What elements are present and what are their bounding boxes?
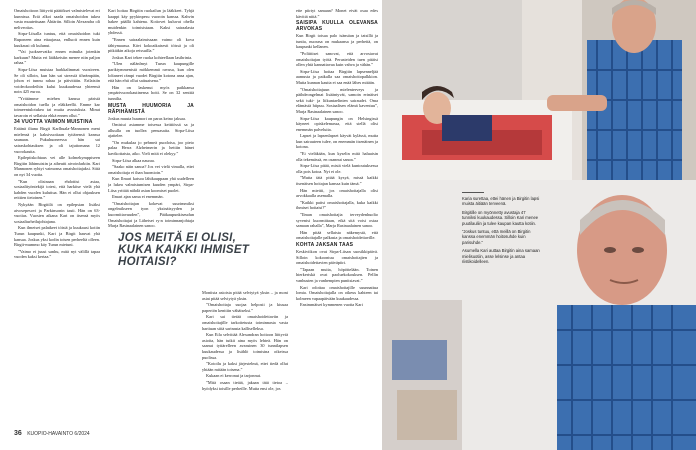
paragraph: Kari hoitaa Birgitin ruokailun ja lääkkeet. Tyhjä kaappi käy pyykinpesu vuoroin kanssa. Kahvin hakee päällä kahtena. Kotiovet kuluvat ohella muidenkin toimisistaan. Kaksi sairaalasta yhdessä.: [108, 8, 194, 36]
paragraph: Sirpa-Liisalla tuntuu, että omaishoidon tuki Ruponeen aina ettaajassa, enlluoit ennen kuin kuukausi oli kulunut.: [14, 31, 100, 48]
paragraph: Kukaan ei kerronut ja tarjonnut.: [206, 373, 262, 379]
paragraph: ”Ennen sairaalaimissaan vaimo oli kova tähtymaassa. Kävi kokoaikaisesti töissä ja oli pitkiäkin aikoja reissuilla.”: [108, 36, 194, 54]
page-number: 36: [14, 430, 22, 437]
paragraph: ”Omaishoitajuun mielenterveys ja päihdeongelmat lisääntyvät, samoin erinäiset sekä tuki- ja liikuntaelinten sairaudet. Oma elämästä hiipuu. Sosiaalisen elämä kaventuu”, Marja Rasinaalainen sanoo.: [296, 86, 378, 114]
paragraph: ”Vaimo ei juust sanhu, mitä nyt välillä tapaa vuoden kaksi kertaa.”: [14, 248, 100, 260]
paragraph: Hän miettii, jos omaishoitajalla olisi arvokkaalla asemalla.: [296, 187, 378, 199]
paragraph: Nykyään Birgitilä on epilepsian lisäksi aivosepesovi ja Parkinsonin tauti. Hän on 63-vuotias. Vuosien aikana Kari on itsensä myös sosiaaliurheilujohtajana.: [14, 202, 100, 224]
paragraph: Lapset ja lapsenlapset käyvät kylässä, mutta kun sairauteen tulee, on enemmän itsenäinen ja kotona.: [296, 133, 378, 150]
photo-caption: [462, 196, 540, 267]
subheading: SAISIPA KUULLA OLEVANSA ARVOKAS: [296, 20, 378, 33]
article-column-1: [14, 8, 100, 428]
subheading: MUSTA HUUMORIA JA RÄPIHÄMISTÄ: [108, 102, 194, 115]
article-column-4: [296, 8, 378, 428]
paragraph: Kun Eila selvittää Alexandran hoitoon liittyviä asioita, hän tutkii aina myös lehteä. Hän on saanut tyttärelleen avaruinen 30 tunnilapsen kuukaudessa ja lisählö toimisina oikeissa puolissa.: [202, 332, 288, 360]
paragraph: Ensimmäiset kymmenen vuotta Kari: [300, 302, 363, 308]
paragraph: Sirpa-Liisa hoitaa Birgitin lapsenneljää aamusta ja paikalla saa omaishoitopalkkion. Mutta kunnan kautta ei saa enää lähes mitään.: [296, 68, 378, 85]
paragraph: Sirpa-Liisa muistaa harkkalimmat vuosireen. Se oli silloin, kun hän sai strezsiä tiheämpään, johon ei tunnu rahaa ja päivittäin. Erilaisiin voideokoodeihin kului kuukaudessa yhteensä noin 425 euroa.: [14, 66, 100, 95]
paragraph: ”Ulen nälänlmyt Turun kaupungille pariktymmenistä mökkemmä ravusa, kun olen loltaneet rämpi vuodet Birgitin kotona ansa ajan, että hän ehti ollut saituaisena.”: [108, 61, 194, 84]
paragraph: ”Poliittiset sanovat, että arvostavat omaishoitajan työtä. Perusteiden tuen pitäisi ollen yhtä kannattavaa kuin vahva ja vähän.”: [296, 50, 378, 68]
paragraph: ”Tapaan muita, höpöttelään. Toinen hierkeriskä ovat paoluekokouksen. Pellin vanhusten ja vanhempien punitsiavat.”: [296, 266, 378, 283]
article-column-2: [108, 8, 194, 428]
top-photo: [382, 0, 696, 180]
paragraph: Eräänä iltana Birgit Karlhuala-Mannonen meni mielensä ja kaksivuotiaan tyttärensä kanssa saunaan. Pukuhuoneessa hän sai sairaskohtauksen ja oli tajuttomana 12 vuorokautta.: [14, 126, 100, 154]
paragraph: ”Vai juokseevatko ennen minulta jotenkin karkuun? Mutta eri lääkkeisiin menee niin paljon rahaa.”: [14, 49, 100, 66]
caption-paragraph: Asumella Kari auttaa Birgitin aina samaan mielisuotiin, asse lelsinse ja antaa riistikoidelleen.: [462, 248, 540, 265]
paragraph: ”On mukulaa jo pehmeä puodoisa, joo pieto palaa Herra Alzheimerin ja hettiin hänet kavtkottaista, aiko. Vieli mitä ei olekyy.”: [108, 139, 194, 157]
paragraph: ”Ilman omaishoitajia terveydenhuolto syvenisi kuormittaan, eikä sitä voisi ostaa samaan rahalla”, Marja Rasinaalainen sanoo.: [296, 212, 378, 229]
paragraph: ”Mutta tätä pitää kysyä, missä kaikki itsenäisen hoitajan kanssa kuin tämä.”: [296, 175, 378, 187]
paragraph: ”Kotoilu ja kaksi järjestelmä, ettei tiedä ollut yhtään mitään toisena.”: [202, 361, 288, 372]
paragraph: Moniista asioista pitää selviytyä yksin – ja moni asiat pitää selviytyä yksin.: [202, 290, 288, 301]
paragraph: Omistui asiamme toisessa keittiössä sa ja alluulla on tuollea pensasaita. Sirpa-Liisa ajattelee.: [108, 122, 194, 139]
paragraph: Kun Ilmari katsoa lähikauppaan yhä uudelleen ja lukea valmistumisen kuuden ympäri, Sirpa-Liisa yrittää nähdä asian koomiset puolet.: [108, 176, 194, 193]
pull-quote-spacer: [202, 8, 288, 290]
caption-paragraph: Karia surettaa, ettei hänen ja Birgitin lapsi muista äitiään terveenä.: [462, 196, 540, 207]
paragraph: ”Yrittämme miehen kanssa päristä omaishoidon tuella ja eläkkeellä. Emme kar toimeentulotukea tai muita avustuksia. Minut tavaroin ei sellaista ehkä ennen ollut.”: [14, 95, 100, 118]
paragraph: Joskus Kari tekee ruoka kohteellaan lasihrinia.: [112, 54, 193, 60]
caption-paragraph: ”Joskus tuntuu, että meillä on Birgitin kanssa enemmän hoitosuhde kuin parisuhde.”: [462, 229, 531, 245]
paragraph: ette piirtyt samaan? Monet eivät osaa edes kävittä niitä.”: [296, 8, 378, 19]
subheading: 34 VUOTTA VAIMON MUISTINA: [14, 119, 93, 126]
paragraph: ”Kun olisinaan ehdottisi asiaa, sosiaalityöntekijä totesi, että harkitse vielä yhä kahden vuoden kuluttua. Hän ei ollut ohjauksen reittien tietoinen.”: [14, 178, 100, 201]
paragraph: Hän pitää sellaista näkemystä, että omaishoitajalle palkasta ja omaishoidettaville.: [296, 229, 378, 241]
paragraph: Omaishoitoon liittyvät päätökset valmistelevat eri kunnissa. Eriä alkoi saada omaishoidon tukea vasta muutettuaan Ähtäriin. Silloin Alexandra oli neliveotias.: [14, 8, 100, 30]
paragraph: Epileptiskohtaus vei alle kolmekymppiseen Birgitin lähimuistin ja aiheutti aivoinfarktin. Kari Mannonen ryhtyi vaimonsa omaishoitajaksi. Siitä on nyt 34 vuotta.: [14, 155, 100, 178]
paragraph: Keskiviikon ovat Sirpa-Liisan suosikkipäivä. Silloin kokoontuu omaishoitajien ja omaishoidettavien päiväpiiri.: [296, 248, 378, 266]
article-column-3: [202, 8, 288, 428]
paragraph: Kun Birgit toisaa palo isänsäan ja tatsillä ja tuntia, nuorasa on mukaansa ja perheitä, on kaupunki kellanen.: [296, 33, 378, 50]
paragraph: Joskus muuta huumori on paras keino jaksaa.: [108, 115, 186, 121]
pull-quote: JOS MEITÄ EI OLISI, KUKA KAIKKI IHMISET HOITAISI?: [118, 232, 250, 268]
caption-rule: [462, 192, 484, 193]
subheading: KOHTA JAKSAN TAAS: [296, 241, 354, 248]
paragraph: Kari sai tietää omaishoidettaviin ja omaishoitajille tarkoitetusta toiminnasta vasta hartiuan siitä sarinasta kalliselleksa.: [202, 314, 288, 331]
paragraph: ”Saako näin sanoa? Jos vei vielä vimalla, ettei omaishoitaja ei ihan huomioin.”: [108, 164, 194, 175]
paragraph: Hän on laskenut myös paikkansa ympärivuorokautinensa hoiti. Se on 32 senttiä tunnilta.: [108, 84, 194, 101]
paragraph: Sirpa-Liisa kaupungin on Helsingissä käyneet opiskelemassa, että siellä olisi enemmän palveluita.: [296, 115, 378, 132]
paragraph: ”Omaishoitajan kokevat suurimmiksi ongelmikseen tyon yksinäisyyden ja kuormittavuuden”, Pääkaupunkiseudun Omaishoitajat ja Läheiset ry:n toiminnanjohtaja Marja Rasinaalainen sanoo.: [108, 200, 194, 229]
paragraph: Kun ilmeiset palatkeet töistä ja kuukausi kotiin Turun kaupunki, Kari ja Birgit hauvat yhä kansaa. Joskus yksi kodin toisen perheeltä olleen. Birgit-mummo käy Turun mietuni.: [14, 225, 100, 248]
paragraph: ”Kaikki paitsi omaishoitajalla, kuka kaikki ihmiset hoitaisi?”: [296, 199, 378, 211]
magazine-name: KUOPIO-HAVAINTO 6/2024: [27, 431, 90, 437]
paragraph: ”Ei vieläkään, kun kyselin mitä haluaisin olla tekemässä, en osannut sanoa.”: [296, 151, 378, 162]
paragraph: Sirpa-Liisa pitää, mistä vielä kuntoutuksessa olla pois kotoa. Nyt ei ole.: [296, 163, 378, 174]
woman-in-bed-illustration: [382, 0, 696, 180]
paragraph: Kari odottaa omaishoitajille suunnattua lomia. Omaishoitajalla on oikeus kahteen tai kolmeen vapaapäivään kuukaudessa.: [296, 284, 378, 301]
paragraph: Ilmari ajan sama ei enemmän.: [112, 194, 164, 200]
caption-paragraph: Birgitille on myönnetty avustaja 47 tunniksi kuukaudessa. Silloin Kari menee puutilauliin ja tulee kaupan kautta kotiin.: [462, 209, 539, 226]
paragraph: Sirpa-Liisa alkaa nauraa.: [112, 157, 155, 163]
paragraph: ”Mitä osaan tietää, jakaan tätä tietoa – hyödyksi toisille perheille. Mutta ensi ole, jos: [202, 379, 288, 391]
page-footer: [14, 430, 90, 437]
paragraph: ”Omaishoitaja suojaa helposti ja kiusaa papertön kenttiin vähäiseksi.”: [202, 302, 288, 313]
